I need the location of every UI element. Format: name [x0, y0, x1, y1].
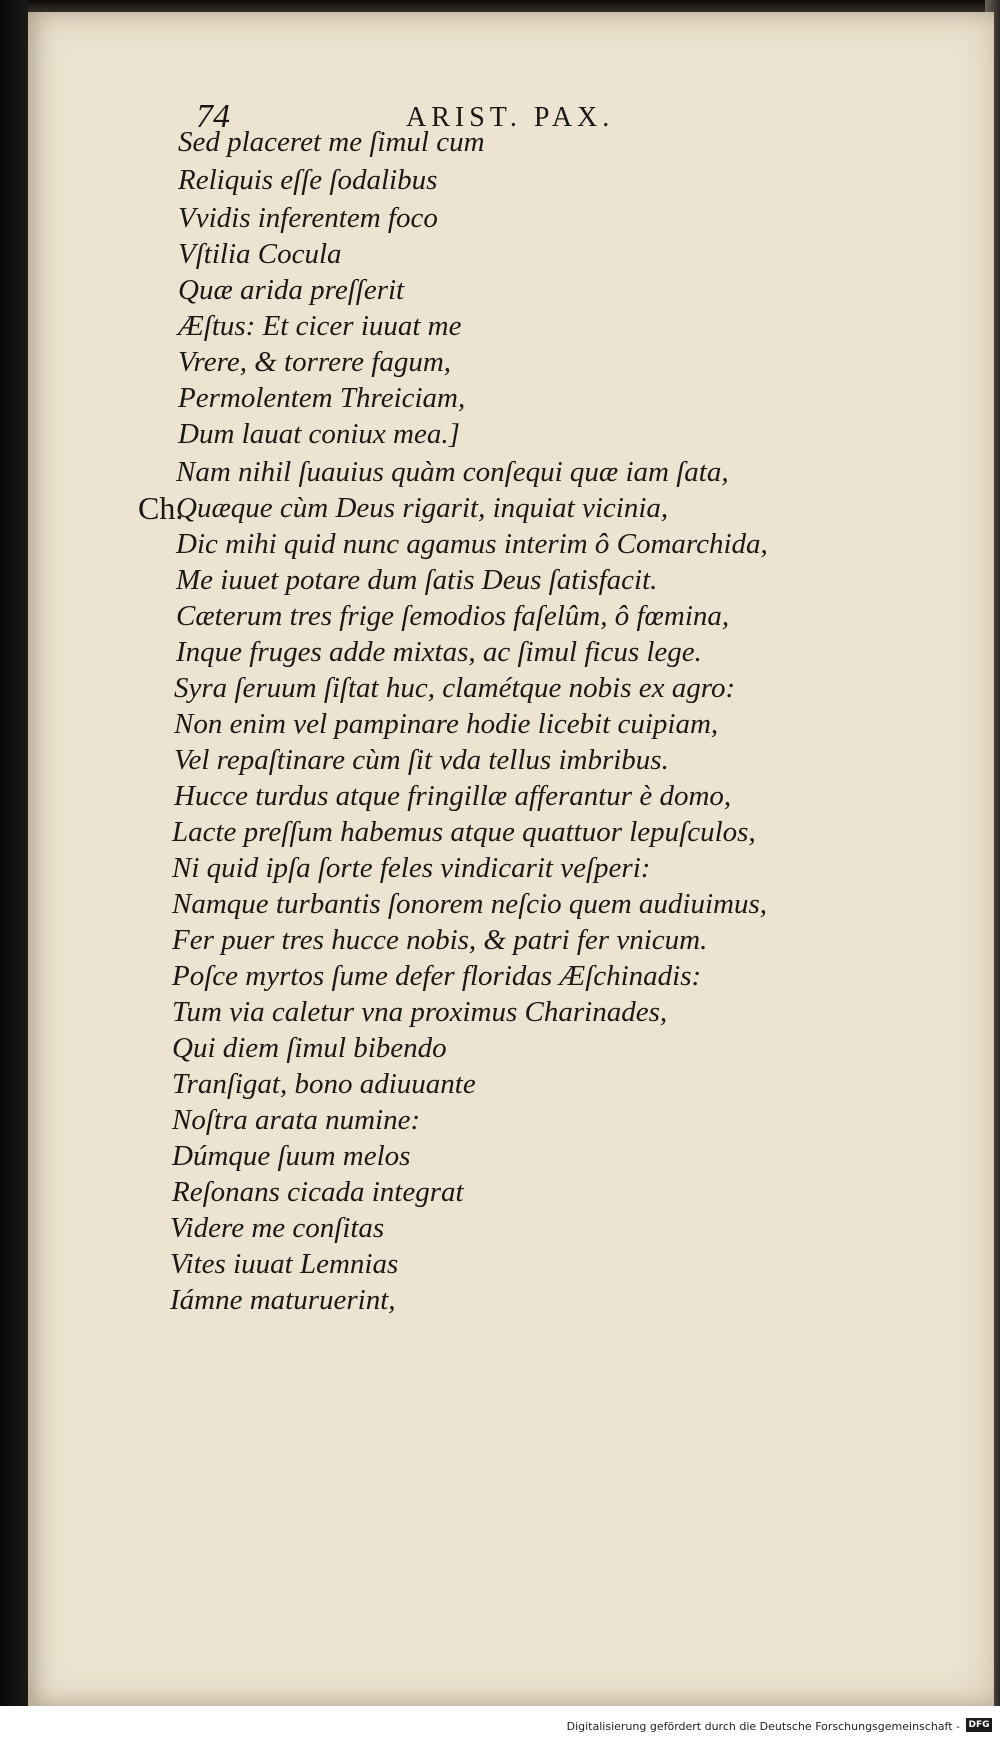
- verse-line: Syra ſeruum ſiſtat huc, clamétque nobis ex agro:: [174, 672, 736, 704]
- verse-line: Dic mihi quid nunc agamus interim ô Comarchida,: [176, 528, 768, 560]
- dfg-logo: DFG: [966, 1718, 992, 1732]
- verse-line: Ni quid ipſa ſorte feles vindicarit veſperi:: [172, 852, 651, 884]
- page-number: 74: [196, 98, 230, 135]
- verse-line: Tranſigat, bono adiuuante: [172, 1068, 476, 1100]
- verse-line: Poſce myrtos ſume defer floridas Æſchinadis:: [172, 960, 702, 992]
- verse-line: Non enim vel pampinare hodie licebit cuipiam,: [174, 708, 719, 740]
- digitization-credit: Digitalisierung gefördert durch die Deutsche Forschungsgemeinschaft -: [566, 1720, 960, 1733]
- verse-line: Dum lauat coniux mea.]: [178, 418, 460, 450]
- verse-line: Vrere, & torrere fagum,: [178, 346, 452, 378]
- verse-line: Lacte preſſum habemus atque quattuor lepuſculos,: [172, 816, 756, 848]
- scan-frame-left: [0, 0, 28, 1746]
- verse-line: Vſtilia Cocula: [178, 238, 342, 270]
- verse-line: Qui diem ſimul bibendo: [172, 1032, 447, 1064]
- verse-line: Reliquis eſſe ſodalibus: [178, 164, 438, 196]
- running-head: ARIST. PAX.: [406, 102, 615, 133]
- verse-line: Reſonans cicada integrat: [172, 1176, 464, 1208]
- verse-line: Inque fruges adde mixtas, ac ſimul ficus lege.: [176, 636, 702, 668]
- verse-line: Permolentem Threiciam,: [178, 382, 466, 414]
- verse-line: Iámne maturuerint,: [170, 1284, 396, 1316]
- verse-line: Dúmque ſuum melos: [172, 1140, 411, 1172]
- verse-line: Nam nihil ſuauius quàm conſequi quæ iam ſata,: [176, 456, 729, 488]
- verse-line: Quæ arida preſſerit: [178, 274, 405, 306]
- verse-line: Quæque cùm Deus rigarit, inquiat vicinia,: [176, 492, 669, 524]
- verse-line: Vites iuuat Lemnias: [170, 1248, 399, 1280]
- verse-line: Vvidis inferentem foco: [178, 202, 438, 234]
- verse-line: Namque turbantis ſonorem neſcio quem audiuimus,: [172, 888, 767, 920]
- verse-line: Tum via caletur vna proximus Charinades,: [172, 996, 668, 1028]
- verse-line: Vel repaſtinare cùm ſit vda tellus imbribus.: [174, 744, 669, 776]
- verse-line: Me iuuet potare dum ſatis Deus ſatisfacit.: [176, 564, 658, 596]
- verse-line: Noſtra arata numine:: [172, 1104, 421, 1136]
- verse-line: Sed placeret me ſimul cum: [178, 126, 485, 158]
- verse-line: Hucce turdus atque fringillæ afferantur è domo,: [174, 780, 732, 812]
- verse-line: Fer puer tres hucce nobis, & patri fer vnicum.: [172, 924, 708, 956]
- verse-line: Cæterum tres frige ſemodios faſelûm, ô fœmina,: [176, 600, 730, 632]
- speaker-label: Ch.: [138, 490, 184, 526]
- verse-line: Æſtus: Et cicer iuuat me: [178, 310, 462, 342]
- verse-line: Videre me conſitas: [170, 1212, 385, 1244]
